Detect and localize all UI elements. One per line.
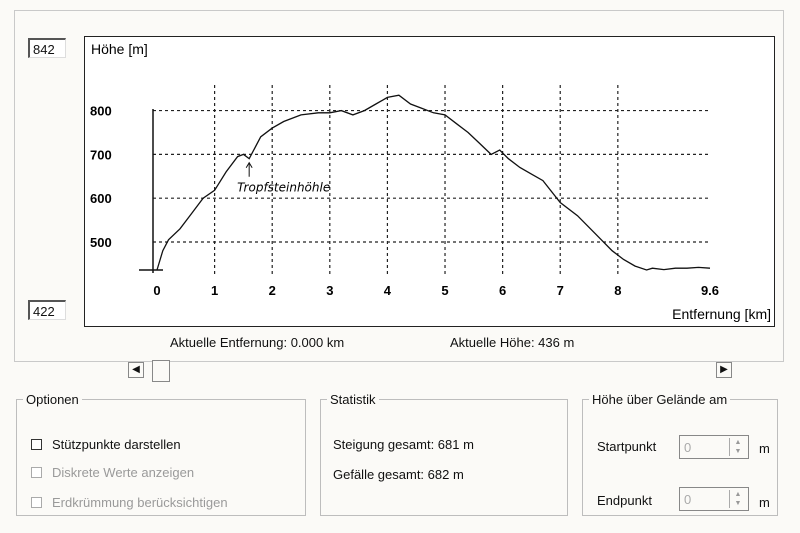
options-group [16, 392, 306, 516]
stuetzpunkte-checkbox[interactable] [31, 439, 42, 450]
current-height: Aktuelle Höhe: 436 m [450, 335, 575, 350]
steigung-total: Steigung gesamt: 681 m [333, 437, 474, 452]
hoehe-title: Höhe über Gelände am [589, 392, 730, 407]
gefaelle-total: Gefälle gesamt: 682 m [333, 467, 464, 482]
statistik-group [320, 392, 568, 516]
x-tick-label-6: 6 [499, 283, 507, 298]
endpunkt-spinner[interactable] [679, 487, 749, 511]
option-erdkruemmung[interactable] [31, 495, 228, 510]
erdkruemmung-label: Erdkrümmung berücksichtigen [52, 495, 228, 510]
scroll-thumb[interactable] [152, 360, 170, 382]
diskrete-werte-label: Diskrete Werte anzeigen [52, 465, 195, 480]
x-tick-label-0: 0 [153, 283, 161, 298]
x-tick-label-7: 7 [556, 283, 564, 298]
endpunkt-value[interactable]: 0 [684, 492, 692, 507]
x-tick-label-1: 1 [210, 283, 219, 298]
endpunkt-unit: m [759, 495, 770, 510]
annotation-text: Tropfsteinhöhle [237, 180, 331, 195]
option-diskrete-werte[interactable] [31, 465, 194, 480]
y-tick-label-600: 600 [90, 191, 112, 207]
scroll-left-button[interactable]: ◀ [128, 362, 144, 378]
y-min-field: 422 [28, 300, 66, 320]
x-axis-title: Entfernung [km] [672, 306, 771, 322]
y-axis-title: Höhe [m] [91, 41, 148, 57]
endpunkt-label: Endpunkt [597, 493, 652, 508]
current-distance: Aktuelle Entfernung: 0.000 km [170, 335, 345, 350]
startpunkt-label: Startpunkt [597, 439, 657, 454]
startpunkt-spin-arrows[interactable]: ▲ ▼ [729, 438, 746, 456]
erdkruemmung-checkbox[interactable] [31, 497, 42, 508]
y-tick-label-500: 500 [90, 234, 112, 250]
options-title: Optionen [23, 392, 82, 407]
elevation-chart[interactable] [84, 36, 775, 327]
y-max-field: 842 [28, 38, 66, 58]
statistik-title: Statistik [327, 392, 379, 407]
startpunkt-spinner[interactable] [679, 435, 749, 459]
startpunkt-value[interactable]: 0 [684, 440, 692, 455]
x-tick-label-3: 3 [326, 283, 334, 298]
startpunkt-unit: m [759, 441, 770, 456]
x-tick-label-2: 2 [268, 283, 276, 298]
diskrete-werte-checkbox[interactable] [31, 467, 42, 478]
scroll-track[interactable] [150, 360, 716, 382]
stuetzpunkte-label: Stützpunkte darstellen [52, 437, 181, 452]
hoehe-group [582, 392, 778, 516]
endpunkt-spin-arrows[interactable]: ▲ ▼ [729, 490, 746, 508]
x-tick-label-9: 9.6 [700, 283, 720, 298]
x-tick-label-5: 5 [441, 283, 449, 298]
chart-canvas [85, 37, 776, 328]
y-tick-label-700: 700 [90, 147, 112, 163]
option-stuetzpunkte[interactable] [31, 437, 181, 452]
x-tick-label-8: 8 [614, 283, 622, 298]
scroll-right-button[interactable]: ▶ [716, 362, 732, 378]
y-tick-label-800: 800 [90, 103, 112, 119]
x-tick-label-4: 4 [383, 283, 392, 298]
